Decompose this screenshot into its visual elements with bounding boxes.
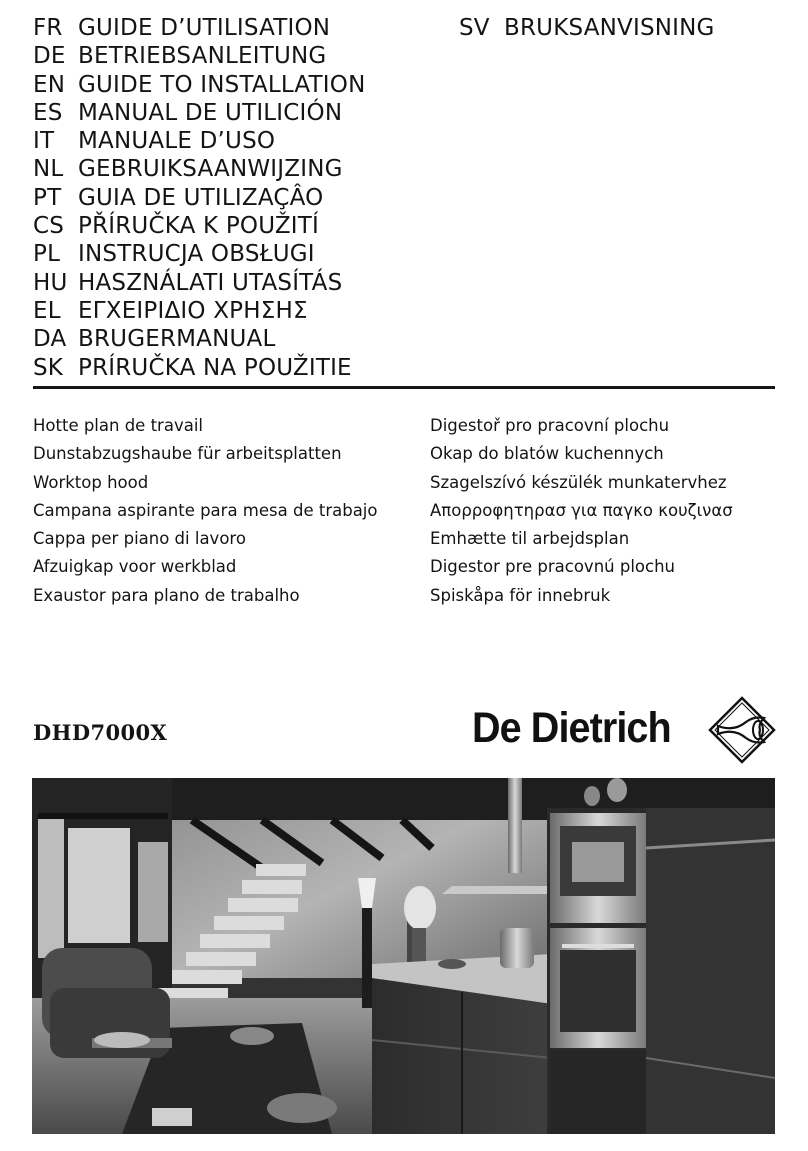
brand-logo-block (472, 695, 688, 765)
brand-name: De Dietrich (472, 703, 671, 752)
language-code: ES (33, 99, 63, 126)
language-code: NL (33, 156, 64, 183)
product-name: Digestoř pro pracovní plochu (430, 416, 670, 435)
product-name: Szagelszívó készülék munkatervhez (430, 472, 727, 492)
language-title: GUIDE D’UTILISATION (78, 15, 331, 41)
language-title: ΕΓΧΕΙΡΙΔΙΟ ΧΡΗΣΗΣ (78, 297, 308, 324)
section-divider (33, 386, 775, 389)
language-code: IT (33, 128, 55, 155)
language-row-es (33, 99, 443, 127)
model-number: DHD7000X (33, 720, 168, 745)
language-row-el (33, 297, 443, 325)
language-code: SV (459, 15, 490, 41)
language-row-it (33, 127, 443, 155)
product-name: Cappa per piano di lavoro (33, 529, 246, 549)
language-row-cs (33, 212, 443, 240)
language-title: BRUKSANVISNING (504, 15, 715, 41)
language-title: GUIA DE UTILIZAÇÂO (78, 184, 324, 211)
product-name: Hotte plan de travail (33, 416, 203, 435)
product-name: Okap do blatów kuchennych (430, 444, 664, 464)
language-code: SK (33, 354, 64, 381)
language-code: DA (33, 326, 67, 353)
language-row-nl (33, 155, 443, 183)
product-name: Worktop hood (33, 472, 149, 492)
language-title: MANUALE D’USO (78, 128, 276, 155)
language-code: PL (33, 241, 61, 268)
product-name: Spiskåpa för innebruk (430, 585, 611, 605)
language-row-de (33, 42, 443, 70)
language-list-right (459, 14, 789, 42)
product-name: Campana aspirante para mesa de trabajo (33, 500, 378, 520)
language-title: BETRIEBSANLEITUNG (78, 43, 327, 70)
language-title: HASZNÁLATI UTASÍTÁS (78, 269, 343, 296)
language-row-en (33, 71, 443, 99)
language-code: EL (33, 297, 61, 324)
product-name: Emhætte til arbejdsplan (430, 529, 630, 549)
language-row-da (33, 325, 443, 353)
product-name: Digestor pre pracovnú plochu (430, 557, 675, 577)
product-name: Exaustor para plano de trabalho (33, 585, 300, 605)
language-code: DE (33, 43, 66, 70)
language-row-fr (33, 14, 443, 42)
kitchen-photo-illustration (32, 778, 775, 1134)
horn-in-diamond-icon (708, 696, 776, 764)
language-code: CS (33, 213, 65, 240)
language-title: PRÍRUČKA NA POUŽITIE (78, 354, 352, 381)
language-list-left (33, 14, 443, 382)
language-code: FR (33, 15, 63, 41)
language-title: PŘÍRUČKA K POUŽITÍ (78, 213, 320, 240)
product-name: Afzuigkap voor werkblad (33, 557, 237, 577)
language-row-sk (33, 354, 443, 382)
language-code: HU (33, 269, 68, 296)
product-name: Dunstabzugshaube für arbeitsplatten (33, 444, 342, 464)
language-row-pt (33, 184, 443, 212)
language-code: PT (33, 184, 62, 211)
language-title: MANUAL DE UTILICIÓN (78, 99, 343, 126)
product-name: Απορροφητηρασ για παγκο κουζινασ (430, 500, 733, 520)
language-row-pl (33, 240, 443, 268)
product-names-left (33, 412, 418, 610)
language-code: EN (33, 71, 66, 98)
language-title: GUIDE TO INSTALLATION (78, 71, 366, 98)
language-row-hu (33, 269, 443, 297)
language-title: BRUGERMANUAL (78, 326, 276, 353)
kitchen-interior-photo (32, 778, 775, 1134)
language-row-sv (459, 14, 789, 42)
language-title: INSTRUCJA OBSŁUGI (78, 241, 315, 268)
product-names-right (430, 412, 780, 610)
language-title: GEBRUIKSAANWIJZING (78, 156, 343, 183)
